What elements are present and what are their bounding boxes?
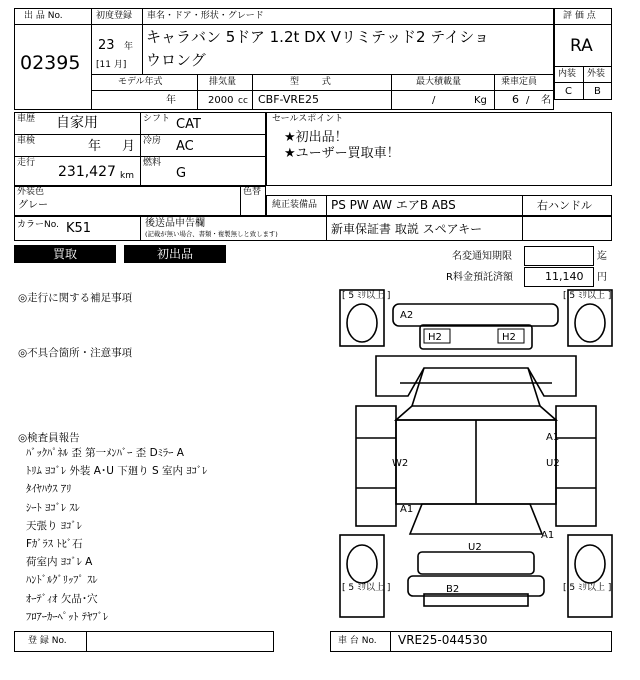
model-year-unit: 年 bbox=[166, 95, 176, 106]
defect-notes-title: ◎不具合箇所・注意事項 bbox=[18, 347, 133, 359]
load-separator: / bbox=[432, 95, 436, 106]
inspector-line-4: ｼｰﾄ ﾖｺﾞﾚ ｽﾚ bbox=[26, 502, 80, 514]
seats-label: 乗車定員 bbox=[501, 77, 538, 87]
load-label: 最大積載量 bbox=[416, 77, 462, 87]
repaint-label: 色替 bbox=[243, 187, 262, 197]
mark-right-fender: A1 bbox=[546, 432, 560, 443]
score-label: 評 価 点 bbox=[563, 11, 596, 21]
mark-front-bumper: A2 bbox=[400, 310, 414, 321]
inspector-line-5: 天張り ﾖｺﾞﾚ bbox=[26, 520, 82, 532]
tire-depth-rear-right: [ 5 ﾐﾘ以上 ] bbox=[563, 583, 612, 593]
exterior-score: B bbox=[594, 86, 601, 97]
inspector-line-3: ﾀｲﾔﾊｳｽ ｱﾘ bbox=[26, 483, 72, 495]
color-code-value: K51 bbox=[66, 221, 92, 236]
load-unit: Kg bbox=[474, 95, 487, 106]
mileage-label: 走行 bbox=[17, 158, 36, 168]
docs-label: 後送品申告欄 bbox=[145, 218, 205, 229]
driving-notes-title: ◎走行に関する補足事項 bbox=[18, 292, 133, 304]
tire-depth-rear-left: [ 5 ﾐﾘ以上 ] bbox=[342, 583, 391, 593]
car-name-line1: キャラバン 5ドア 1.2t DX Vリミテッド2 テイショ bbox=[146, 28, 489, 46]
chassis-value: VRE25-044530 bbox=[398, 633, 488, 647]
docs-value: 新車保証書 取説 スペアキー bbox=[331, 222, 483, 236]
car-name-line2: ウロング bbox=[146, 51, 206, 69]
seats-unit: 名 bbox=[541, 95, 551, 106]
sales-point-2: ★ユーザー買取車！ bbox=[284, 146, 400, 161]
shift-label: シフト bbox=[143, 114, 171, 124]
registration-year: 23 bbox=[98, 38, 115, 53]
fuel-value: G bbox=[176, 166, 187, 181]
docs-note: (記載が無い場合、書類・複製無しと致します) bbox=[145, 230, 278, 238]
lot-label: 出 品 No. bbox=[24, 11, 63, 21]
inspector-line-7: 荷室内 ﾖｺﾞﾚ A bbox=[26, 556, 93, 568]
color-box bbox=[14, 186, 266, 216]
transfer-period-field bbox=[524, 246, 594, 266]
model-year-label: モデル年式 bbox=[118, 77, 163, 87]
inspector-line-2: ﾄﾘﾑ ﾖｺﾞﾚ 外装 A･U 下廻り S 室内 ﾖｺﾞﾚ bbox=[26, 465, 208, 477]
inspector-line-6: Fｶﾞﾗｽ ﾄﾋﾞ石 bbox=[26, 538, 83, 550]
sales-point-1: ★初出品！ bbox=[284, 130, 348, 145]
recycle-fee-value: 11,140 bbox=[545, 270, 584, 283]
recycle-fee-unit: 円 bbox=[597, 272, 607, 283]
lot-number: 02395 bbox=[20, 52, 81, 74]
inspector-title: ◎検査員報告 bbox=[18, 432, 80, 444]
year-label: 初度登録 bbox=[96, 11, 133, 21]
purchase-bar: 買取 bbox=[14, 245, 116, 263]
inspection-label: 車検 bbox=[17, 136, 36, 146]
color-label: 外装色 bbox=[17, 187, 45, 197]
mark-hood-right: H2 bbox=[502, 332, 516, 343]
displacement-unit: cc bbox=[238, 96, 248, 106]
displacement-label: 排気量 bbox=[209, 77, 237, 87]
interior-score: C bbox=[565, 86, 572, 97]
mark-hood-left: H2 bbox=[428, 332, 442, 343]
ac-value: AC bbox=[176, 139, 194, 154]
tire-depth-front-right: [ 5 ﾐﾘ以上 ] bbox=[563, 291, 612, 301]
inspection-year: 年 bbox=[88, 139, 102, 154]
handle-value: 右ハンドル bbox=[537, 199, 592, 212]
sales-point-label: セールスポイント bbox=[272, 114, 344, 124]
tire-depth-front-left: [ 5 ﾐﾘ以上 ] bbox=[342, 291, 391, 301]
inspector-line-1: ﾊﾞｯｸﾊﾟﾈﾙ 歪 第一ﾒﾝﾊﾞｰ 歪 Dﾐﾗｰ A bbox=[26, 447, 184, 459]
equipment-value: PS PW AW エアB ABS bbox=[331, 198, 456, 212]
transfer-period-label: 名変通知期限 bbox=[452, 251, 512, 262]
equipment-label: 純正装備品 bbox=[272, 200, 318, 210]
displacement-value: 2000 bbox=[208, 95, 234, 106]
inspector-line-9: ｵｰﾃﾞｨｵ 欠品･穴 bbox=[26, 593, 98, 605]
recycle-fee-label: R料金預託済額 bbox=[446, 272, 513, 283]
registration-month: [11 月] bbox=[96, 60, 127, 70]
seats-value: 6 bbox=[512, 93, 519, 106]
mileage-unit: km bbox=[120, 171, 134, 181]
usage-label: 車歴 bbox=[17, 114, 36, 124]
color-code-label: カラーNo. bbox=[17, 220, 59, 230]
mark-windshield: W2 bbox=[392, 458, 409, 469]
registration-year-unit: 年 bbox=[124, 42, 134, 52]
car-diagram bbox=[338, 288, 614, 624]
mark-rear-door: U2 bbox=[468, 542, 482, 553]
usage-value: 自家用 bbox=[56, 115, 98, 131]
interior-label: 内装 bbox=[558, 69, 577, 79]
score-value: RA bbox=[570, 36, 593, 56]
mark-rear-bumper: B2 bbox=[446, 584, 460, 595]
mark-right-rear: A1 bbox=[541, 530, 555, 541]
ac-label: 冷房 bbox=[143, 136, 162, 146]
exterior-label: 外装 bbox=[587, 69, 606, 79]
first-listing-bar: 初出品 bbox=[124, 245, 226, 263]
transfer-period-unit: 迄 bbox=[597, 251, 607, 262]
mark-right-door: U2 bbox=[546, 458, 560, 469]
shift-value: CAT bbox=[176, 117, 201, 132]
inspector-line-10: ﾌﾛｱｰｶｰﾍﾟｯﾄ ﾃﾔﾌﾞﾚ bbox=[26, 611, 109, 623]
registration-label: 登 録 No. bbox=[28, 636, 67, 646]
type-label: 型 式 bbox=[290, 77, 331, 87]
inspector-line-8: ﾊﾝﾄﾞﾙｸﾞﾘｯﾌﾟ ｽﾚ bbox=[26, 574, 98, 586]
fuel-label: 燃料 bbox=[143, 158, 162, 168]
inspection-month: 月 bbox=[122, 139, 136, 154]
mileage-value: 231,427 bbox=[58, 164, 116, 180]
mark-left-rear: A1 bbox=[400, 504, 414, 515]
chassis-label: 車 台 No. bbox=[338, 636, 377, 646]
model-type: CBF-VRE25 bbox=[258, 93, 319, 106]
color-value: グレー bbox=[18, 200, 48, 211]
seats-separator: / bbox=[526, 95, 530, 106]
car-name-label: 車名・ドア・形状・グレード bbox=[147, 11, 264, 21]
